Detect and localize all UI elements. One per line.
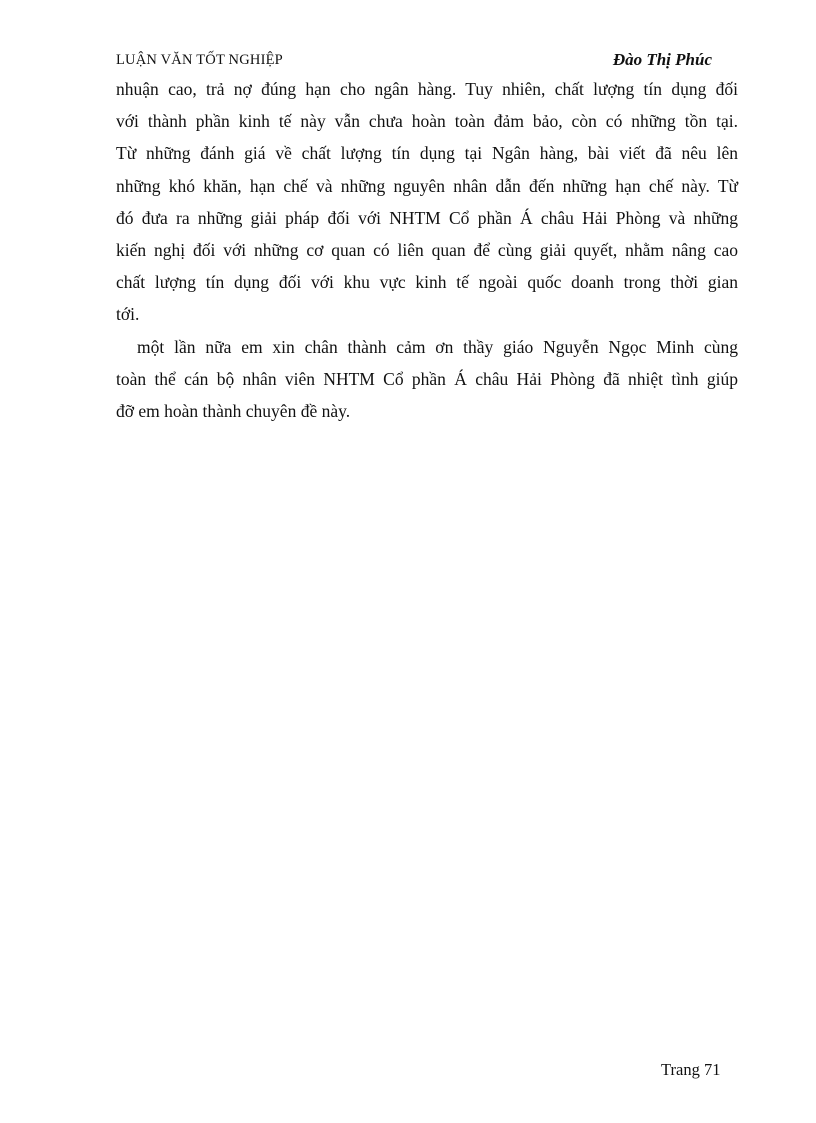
page-number: Trang 71 [661, 1060, 721, 1079]
text-line: nhuận cao, trả nợ đúng hạn cho ngân hàng. Tuy nhiên, chất lượng tín dụng đối [116, 79, 738, 99]
header-author: Đào Thị Phúc [612, 50, 712, 69]
text-line: tới. [116, 304, 140, 325]
text-line: một lần nữa em xin chân thành cảm ơn thầy giáo Nguyễn Ngọc Minh cùng [137, 336, 738, 357]
text-line: Từ những đánh giá về chất lượng tín dụng tại Ngân hàng, bài viết đã nêu lên [116, 143, 738, 164]
text-line: kiến nghị đối với những cơ quan có liên quan để cùng giải quyết, nhằm nâng cao [116, 239, 738, 260]
body-text [116, 73, 738, 427]
text-line: đỡ em hoàn thành chuyên đề này. [116, 400, 351, 421]
paragraph-thanks [116, 331, 738, 428]
text-line: với thành phần kinh tế này vẫn chưa hoàn toàn đảm bảo, còn có những tồn tại. [116, 111, 738, 132]
text-line: những khó khăn, hạn chế và những nguyên nhân dẫn đến những hạn chế này. Từ [116, 175, 738, 196]
page-header [116, 50, 712, 72]
text-line: chất lượng tín dụng đối với khu vực kinh tế ngoài quốc doanh trong thời gian [116, 272, 738, 293]
text-line: toàn thể cán bộ nhân viên NHTM Cổ phần Á châu Hải Phòng đã nhiệt tình giúp [116, 368, 738, 389]
text-line: đó đưa ra những giải pháp đối với NHTM Cổ phần Á châu Hải Phòng và những [116, 207, 738, 228]
header-title: LUẬN VĂN TỐT NGHIỆP [116, 52, 283, 68]
paragraph-conclusion [116, 73, 738, 331]
